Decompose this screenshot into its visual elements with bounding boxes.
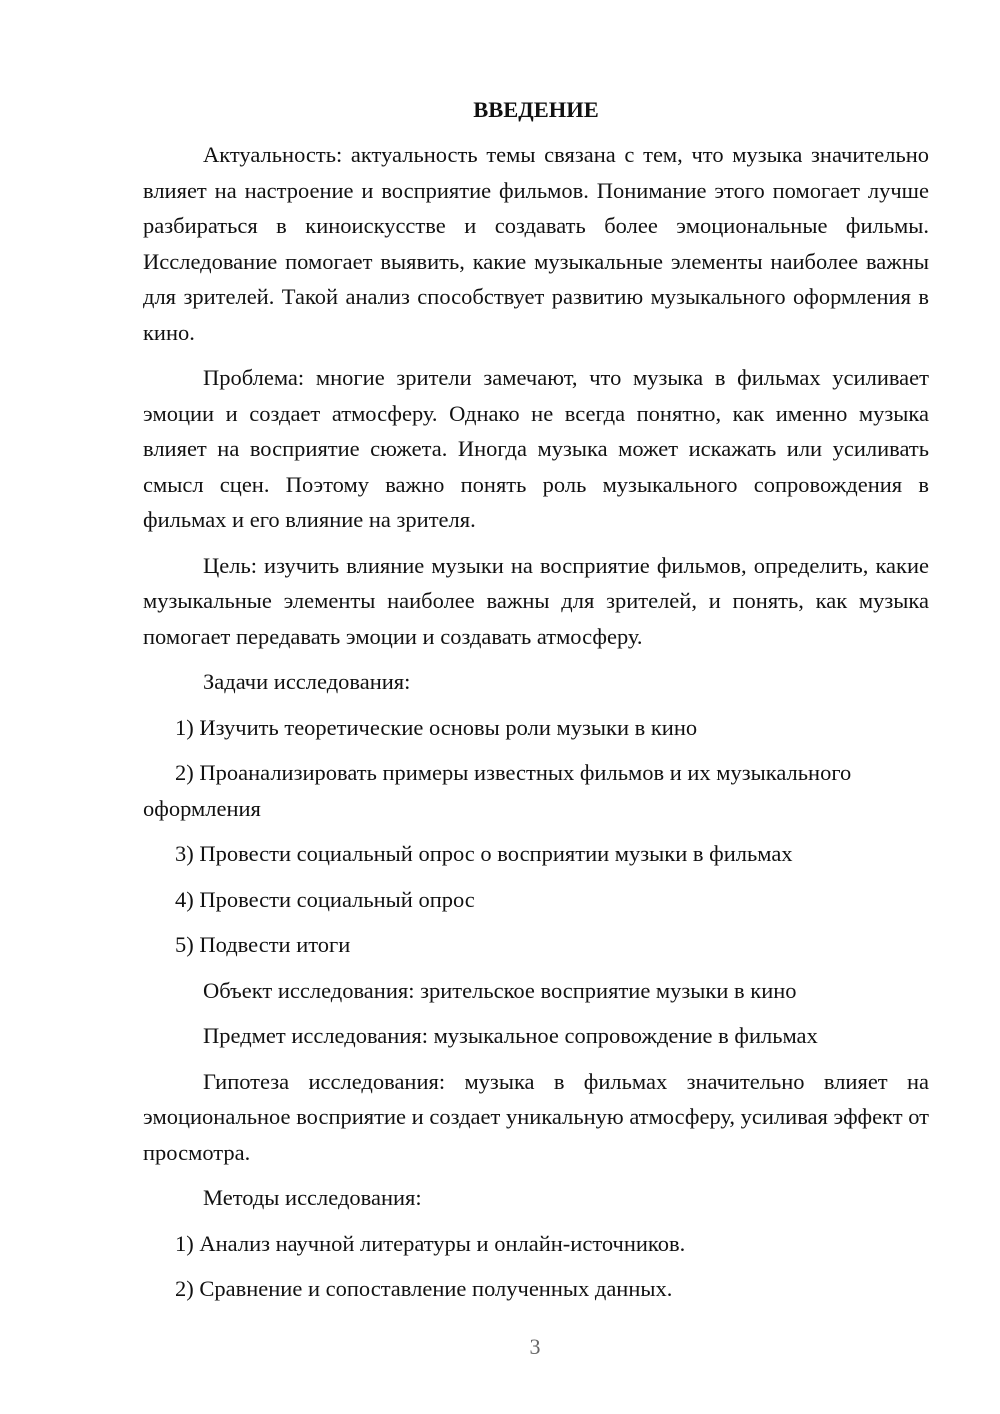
tasks-heading: Задачи исследования: (203, 669, 411, 694)
goal-paragraph: Цель: изучить влияние музыки на восприятие фильмов, определить, какие музыкальные элементы наиболее важны для зрителей, и понять, как музыка помогает передавать эмоции и создавать атмосферу. (143, 552, 929, 649)
method-item: 1) Анализ научной литературы и онлайн-источников. (175, 1230, 686, 1256)
task-item: 2) Проанализировать примеры известных фильмов и их музыкального оформления (143, 760, 852, 821)
page-number: 3 (529, 1334, 541, 1359)
methods-heading: Методы исследования: (203, 1185, 422, 1210)
relevance-paragraph: Актуальность: актуальность темы связана с тем, что музыка значительно влияет на настроение и восприятие фильмов. Понимание этого помогает лучше разбираться в киноискусстве и создавать более эмоциональные фильмы. Исследование помогает выявить, какие музыкальные элементы наиболее важны для зрителей. Такой анализ способствует развитию музыкального оформления в кино. (143, 142, 929, 345)
task-item: 5) Подвести итоги (175, 932, 351, 957)
page-title: ВВЕДЕНИЕ (473, 97, 599, 122)
subject-line: Предмет исследования: музыкальное сопровождение в фильмах (203, 1023, 818, 1048)
task-item: 1) Изучить теоретические основы роли музыки в кино (175, 714, 698, 740)
problem-paragraph: Проблема: многие зрители замечают, что музыка в фильмах усиливает эмоции и создает атмосферу. Однако не всегда понятно, как именно музыка влияет на восприятие сюжета. Иногда музыка может искажать или усиливать смысл сцен. Поэтому важно понять роль музыкального сопровождения в фильмах и его влияние на зрителя. (143, 365, 929, 532)
task-item: 3) Провести социальный опрос о восприятии музыки в фильмах (175, 841, 793, 866)
object-line: Объект исследования: зрительское восприятие музыки в кино (203, 977, 797, 1003)
task-item: 4) Провести социальный опрос (175, 886, 475, 912)
method-item: 2) Сравнение и сопоставление полученных данных. (175, 1276, 673, 1301)
hypothesis-paragraph: Гипотеза исследования: музыка в фильмах значительно влияет на эмоциональное восприятие и создает уникальную атмосферу, усиливая эффект от просмотра. (143, 1068, 929, 1165)
page-content (143, 95, 929, 1317)
